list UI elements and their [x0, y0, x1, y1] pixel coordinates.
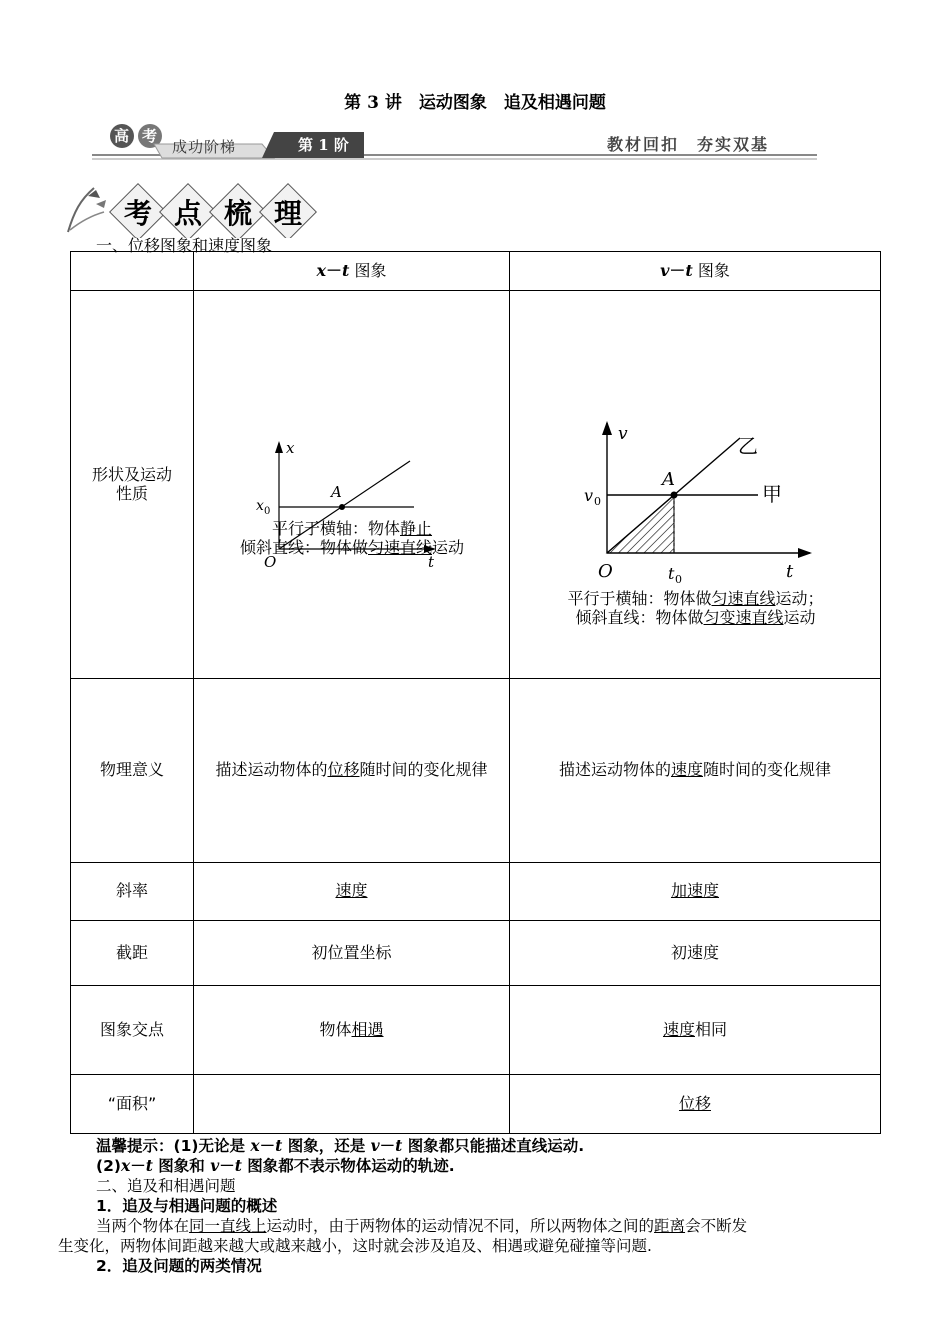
row-label-meaning: 物理意义: [71, 679, 194, 863]
row-label-shape: 形状及运动 性质: [71, 291, 194, 679]
banner-gao: 高: [114, 127, 130, 145]
tip-line-1: 温馨提示：(1)无论是 x－t 图象，还是 v－t 图象都只能描述直线运动.: [96, 1136, 585, 1155]
table-row-cross: [71, 986, 881, 1075]
paragraph-1-line-1: 当两个物体在同一直线上运动时，由于两物体的运动情况不同，所以两物体之间的距离会不断发: [96, 1217, 748, 1235]
xt-slope: 速度: [194, 863, 510, 921]
vt-line-yi-label: 乙: [738, 434, 758, 458]
section-char-1: 考: [124, 197, 153, 230]
xt-origin-label: O: [264, 553, 277, 571]
section-char-3: 梳: [224, 197, 253, 230]
header-vt: v－t 图象: [510, 252, 881, 291]
xt-axis-y-label: x: [286, 439, 295, 457]
banner-slogan: 教材回扣 夯实双基: [607, 135, 770, 154]
banner-ladder: 成功阶梯: [172, 138, 237, 156]
vt-axis-x-label: t: [786, 561, 794, 582]
row-label-area: “面积”: [71, 1075, 194, 1134]
xt-meaning: 描述运动物体的位移随时间的变化规律: [194, 679, 510, 863]
vt-area: 位移: [510, 1075, 881, 1134]
vt-slope: 加速度: [510, 863, 881, 921]
section-header: [60, 182, 320, 238]
graph-comparison-table: [70, 251, 881, 1134]
vt-v0-sub: 0: [594, 495, 601, 508]
header-xt: x－t 图象: [194, 252, 510, 291]
tip-line-2: (2)x－t 图象和 v－t 图象都不表示物体运动的轨迹.: [96, 1156, 455, 1175]
vt-origin-label: O: [598, 561, 613, 582]
table-row-shape: [71, 291, 881, 679]
xt-point-label: A: [331, 483, 342, 501]
table-row-slope: [71, 863, 881, 921]
heading-1: 1．追及与相遇问题的概述: [96, 1197, 278, 1215]
vt-t0-sub: 0: [675, 573, 682, 586]
chapter-banner: [92, 122, 817, 164]
vt-axis-y-label: v: [618, 424, 628, 444]
row-label-slope: 斜率: [71, 863, 194, 921]
vt-cross: 速度相同: [510, 986, 881, 1075]
vt-v0-label: v: [584, 486, 594, 505]
xt-caption: 平行于横轴：物体静止 倾斜直线：物体做匀速直线运动: [239, 519, 465, 558]
table-row-intercept: [71, 921, 881, 986]
xt-intercept: 初位置坐标: [194, 921, 510, 986]
paragraph-1-line-2: 生变化，两物体间距越来越大或越来越小，这时就会涉及追及、相遇或避免碰撞等问题.: [58, 1237, 652, 1255]
table-header-row: [71, 252, 881, 291]
table-row-area: [71, 1075, 881, 1134]
header-blank: [71, 252, 194, 291]
banner-kao: 考: [142, 127, 158, 145]
xt-cross: 物体相遇: [194, 986, 510, 1075]
vt-point-label: A: [662, 469, 675, 490]
vt-graph-cell: [510, 291, 881, 679]
section-char-4: 理: [274, 197, 303, 230]
vt-intercept: 初速度: [510, 921, 881, 986]
vt-meaning: 描述运动物体的速度随时间的变化规律: [510, 679, 881, 863]
vt-caption: 平行于横轴：物体做匀速直线运动； 倾斜直线：物体做匀变速直线运动: [567, 589, 824, 628]
xt-graph: [194, 391, 510, 641]
vt-line-jia-label: 甲: [762, 482, 782, 506]
page-title: 第 3 讲 运动图象 追及相遇问题: [344, 93, 606, 113]
vt-t0-label: t: [668, 564, 675, 583]
xt-area: [194, 1075, 510, 1134]
xt-x0-label: x: [256, 498, 264, 514]
xt-axis-x-label: t: [428, 553, 435, 571]
section-char-2: 点: [174, 197, 203, 230]
row-label-cross: 图象交点: [71, 986, 194, 1075]
row-label-intercept: 截距: [71, 921, 194, 986]
subsection-2-heading: 二、追及和相遇问题: [96, 1177, 236, 1195]
banner-step: 第 1 阶: [298, 136, 349, 154]
xt-x0-sub: 0: [264, 506, 271, 517]
table-row-meaning: [71, 679, 881, 863]
xt-graph-cell: [194, 291, 510, 679]
heading-2: 2．追及问题的两类情况: [96, 1257, 262, 1275]
subsection-1-heading: 一、位移图象和速度图象: [96, 236, 273, 255]
